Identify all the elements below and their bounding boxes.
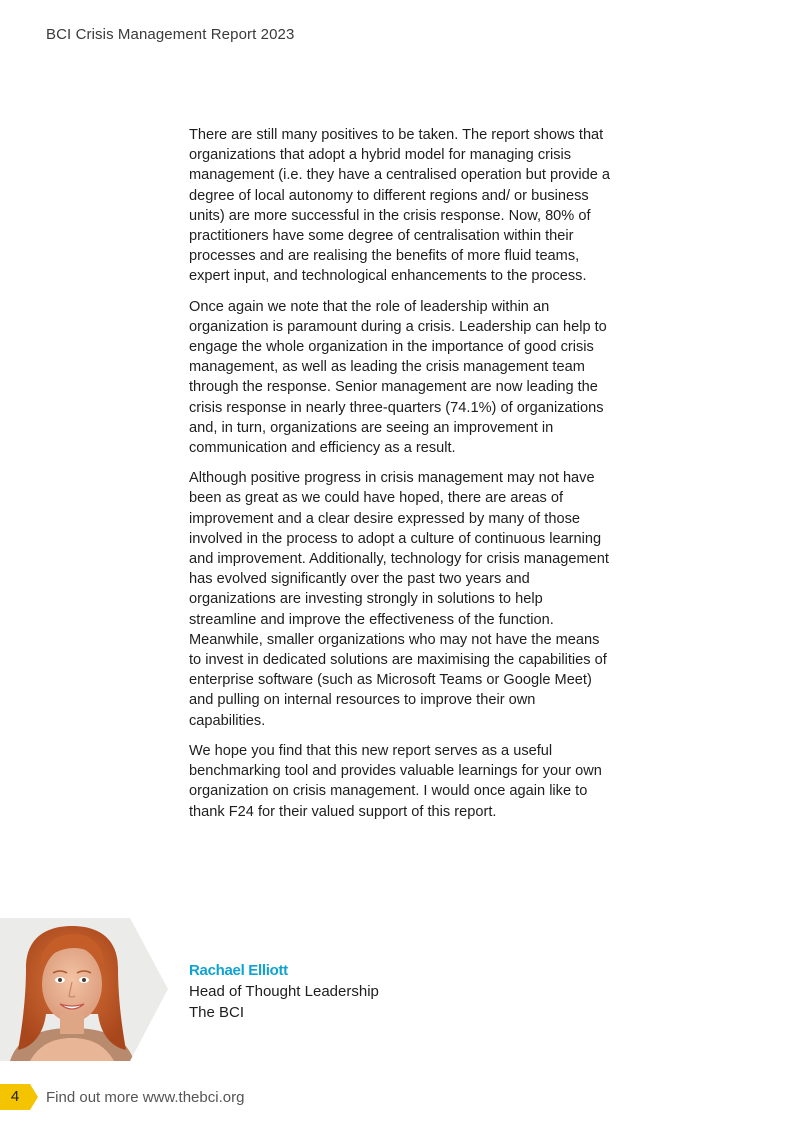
author-portrait bbox=[0, 918, 168, 1061]
author-photo bbox=[0, 918, 168, 1061]
paragraph: We hope you find that this new report serves as a useful benchmarking tool and provides valuable learnings for your own organization on crisis management. I would once again like to thank F24 for their valued support of this report. bbox=[189, 742, 602, 820]
author-organization: The BCI bbox=[189, 1004, 245, 1021]
footer-link[interactable]: Find out more www.thebci.org bbox=[46, 1088, 245, 1106]
page-number: 4 bbox=[10, 1088, 20, 1105]
body-text bbox=[189, 125, 614, 832]
author-role: Head of Thought Leadership bbox=[189, 983, 379, 1000]
page-number-badge bbox=[0, 1084, 38, 1110]
paragraph: Although positive progress in crisis management may not have been as great as we could have hoped, there are areas of improvement and a clear desire expressed by many of those involved in the process to adopt a culture of continuous learning and improvement. Additionally, technology for crisis management has evolved significantly over the past two years and organizations are investing strongly in solutions to help streamline and improve the effectiveness of the function. Meanwhile, smaller organizations who may not have the means to invest in dedicated solutions are maximising the capabilities of enterprise software (such as Microsoft Teams or Google Meet) and pulling on internal resources to improve their own capabilities. bbox=[189, 470, 609, 729]
running-header: BCI Crisis Management Report 2023 bbox=[46, 26, 295, 43]
paragraph: There are still many positives to be taken. The report shows that organizations that adopt a hybrid model for managing crisis management (i.e. they have a centralised operation but provide a degree of local autonomy to different regions and/ or business units) are more successful in the crisis response. Now, 80% of practitioners have some degree of centralisation within their processes and are realising the benefits of more fluid teams, expert input, and technological enhancements to the process. bbox=[189, 127, 611, 285]
footer bbox=[0, 1084, 244, 1110]
paragraph: Once again we note that the role of leadership within an organization is paramount during a crisis. Leadership can help to engage the whole organization in the importance of good crisis management, as well as leading the crisis management team through the response. Senior management are now leading the crisis response in nearly three-quarters (74.1%) of organizations and, in turn, organizations are seeing an improvement in communication and efficiency as a result. bbox=[189, 298, 607, 457]
author-name: Rachael Elliott bbox=[189, 962, 288, 979]
author-block bbox=[189, 960, 379, 1023]
